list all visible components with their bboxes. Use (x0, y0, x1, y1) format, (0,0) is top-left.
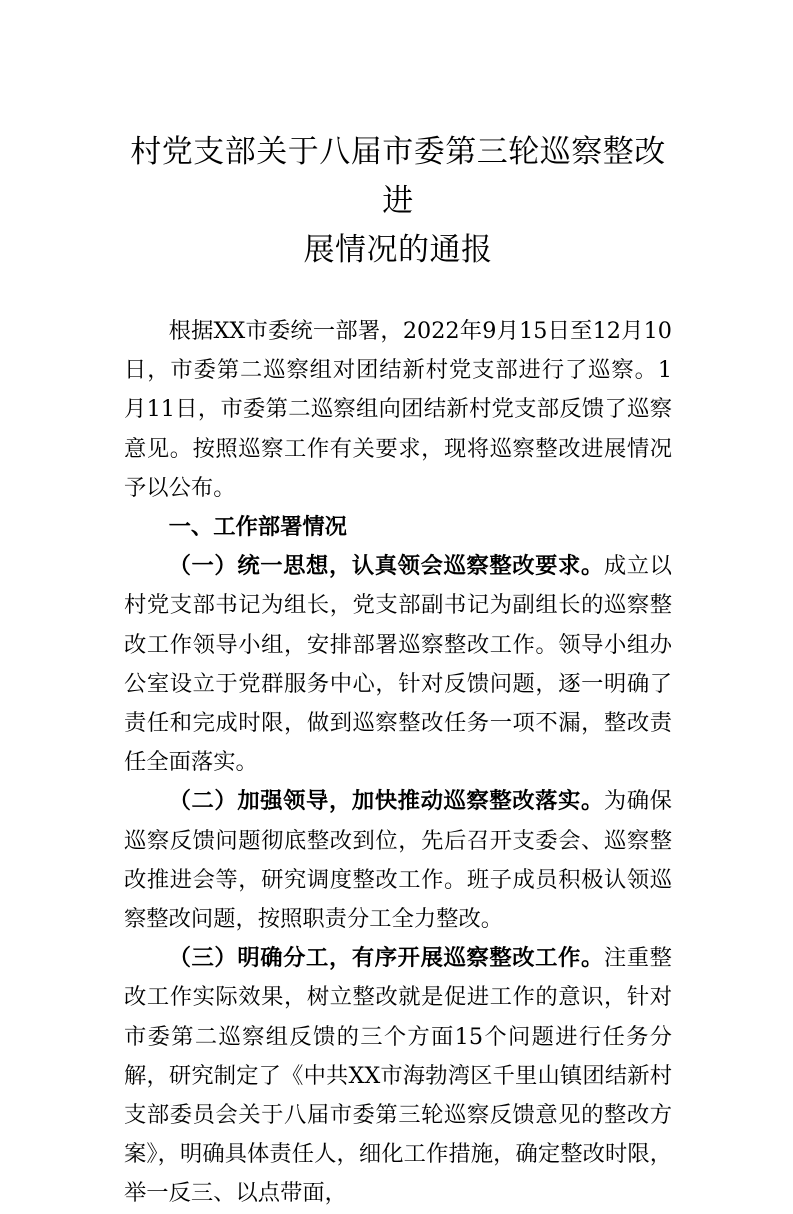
paragraph-item-1-body: 成立以村党支部书记为组长，党支部副书记为副组长的巡察整改工作领导小组，安排部署巡察整改工作。领导小组办公室设立于党群服务中心，针对反馈问题，逐一明确了责任和完成时限，做到巡察整改任务一项不漏，整改责任全面落实。 (124, 553, 672, 776)
page-title-line-2: 展情况的通报 (303, 232, 493, 268)
paragraph-item-1-lead: （一）统一思想，认真领会巡察整改要求。 (168, 553, 604, 580)
paragraph-item-3-body: 注重整改工作实际效果，树立整改就是促进工作的意识，针对市委第二巡察组反馈的三个方面15个问题进行任务分解，研究制定了《中共XX市海勃湾区千里山镇团结新村支部委员会关于八届市委第三轮巡察反馈意见的整改方案》，明确具体责任人，细化工作措施，确定整改时限，举一反三、以点带面， (124, 945, 672, 1207)
paragraph-item-2-body: 为确保巡察反馈问题彻底整改到位，先后召开支委会、巡察整改推进会等，研究调度整改工作。班子成员积极认领巡察整改问题，按照职责分工全力整改。 (124, 788, 672, 933)
document-body (124, 128, 672, 1214)
page-title (124, 128, 672, 275)
paragraph-item-2-lead: （二）加强领导，加快推动巡察整改落实。 (168, 788, 604, 815)
page-title-line-1: 村党支部关于八届市委第三轮巡察整改进 (130, 134, 666, 219)
paragraph-intro-text: 根据XX市委统一部署，2022年9月15日至12月10日，市委第二巡察组对团结新村党支部进行了巡察。1月11日，市委第二巡察组向团结新村党支部反馈了巡察意见。按照巡察工作有关要求，现将巡察整改进展情况予以公布。 (124, 318, 672, 501)
paragraph-intro (124, 312, 672, 508)
section-heading-1 (124, 508, 672, 547)
paragraph-item-3-lead: （三）明确分工，有序开展巡察整改工作。 (168, 945, 604, 972)
title-body-spacer (124, 275, 672, 312)
paragraph-item-3 (124, 939, 672, 1213)
paragraph-item-2 (124, 782, 672, 939)
section-heading-1-text: 一、工作部署情况 (168, 514, 347, 541)
paragraph-item-1 (124, 547, 672, 782)
